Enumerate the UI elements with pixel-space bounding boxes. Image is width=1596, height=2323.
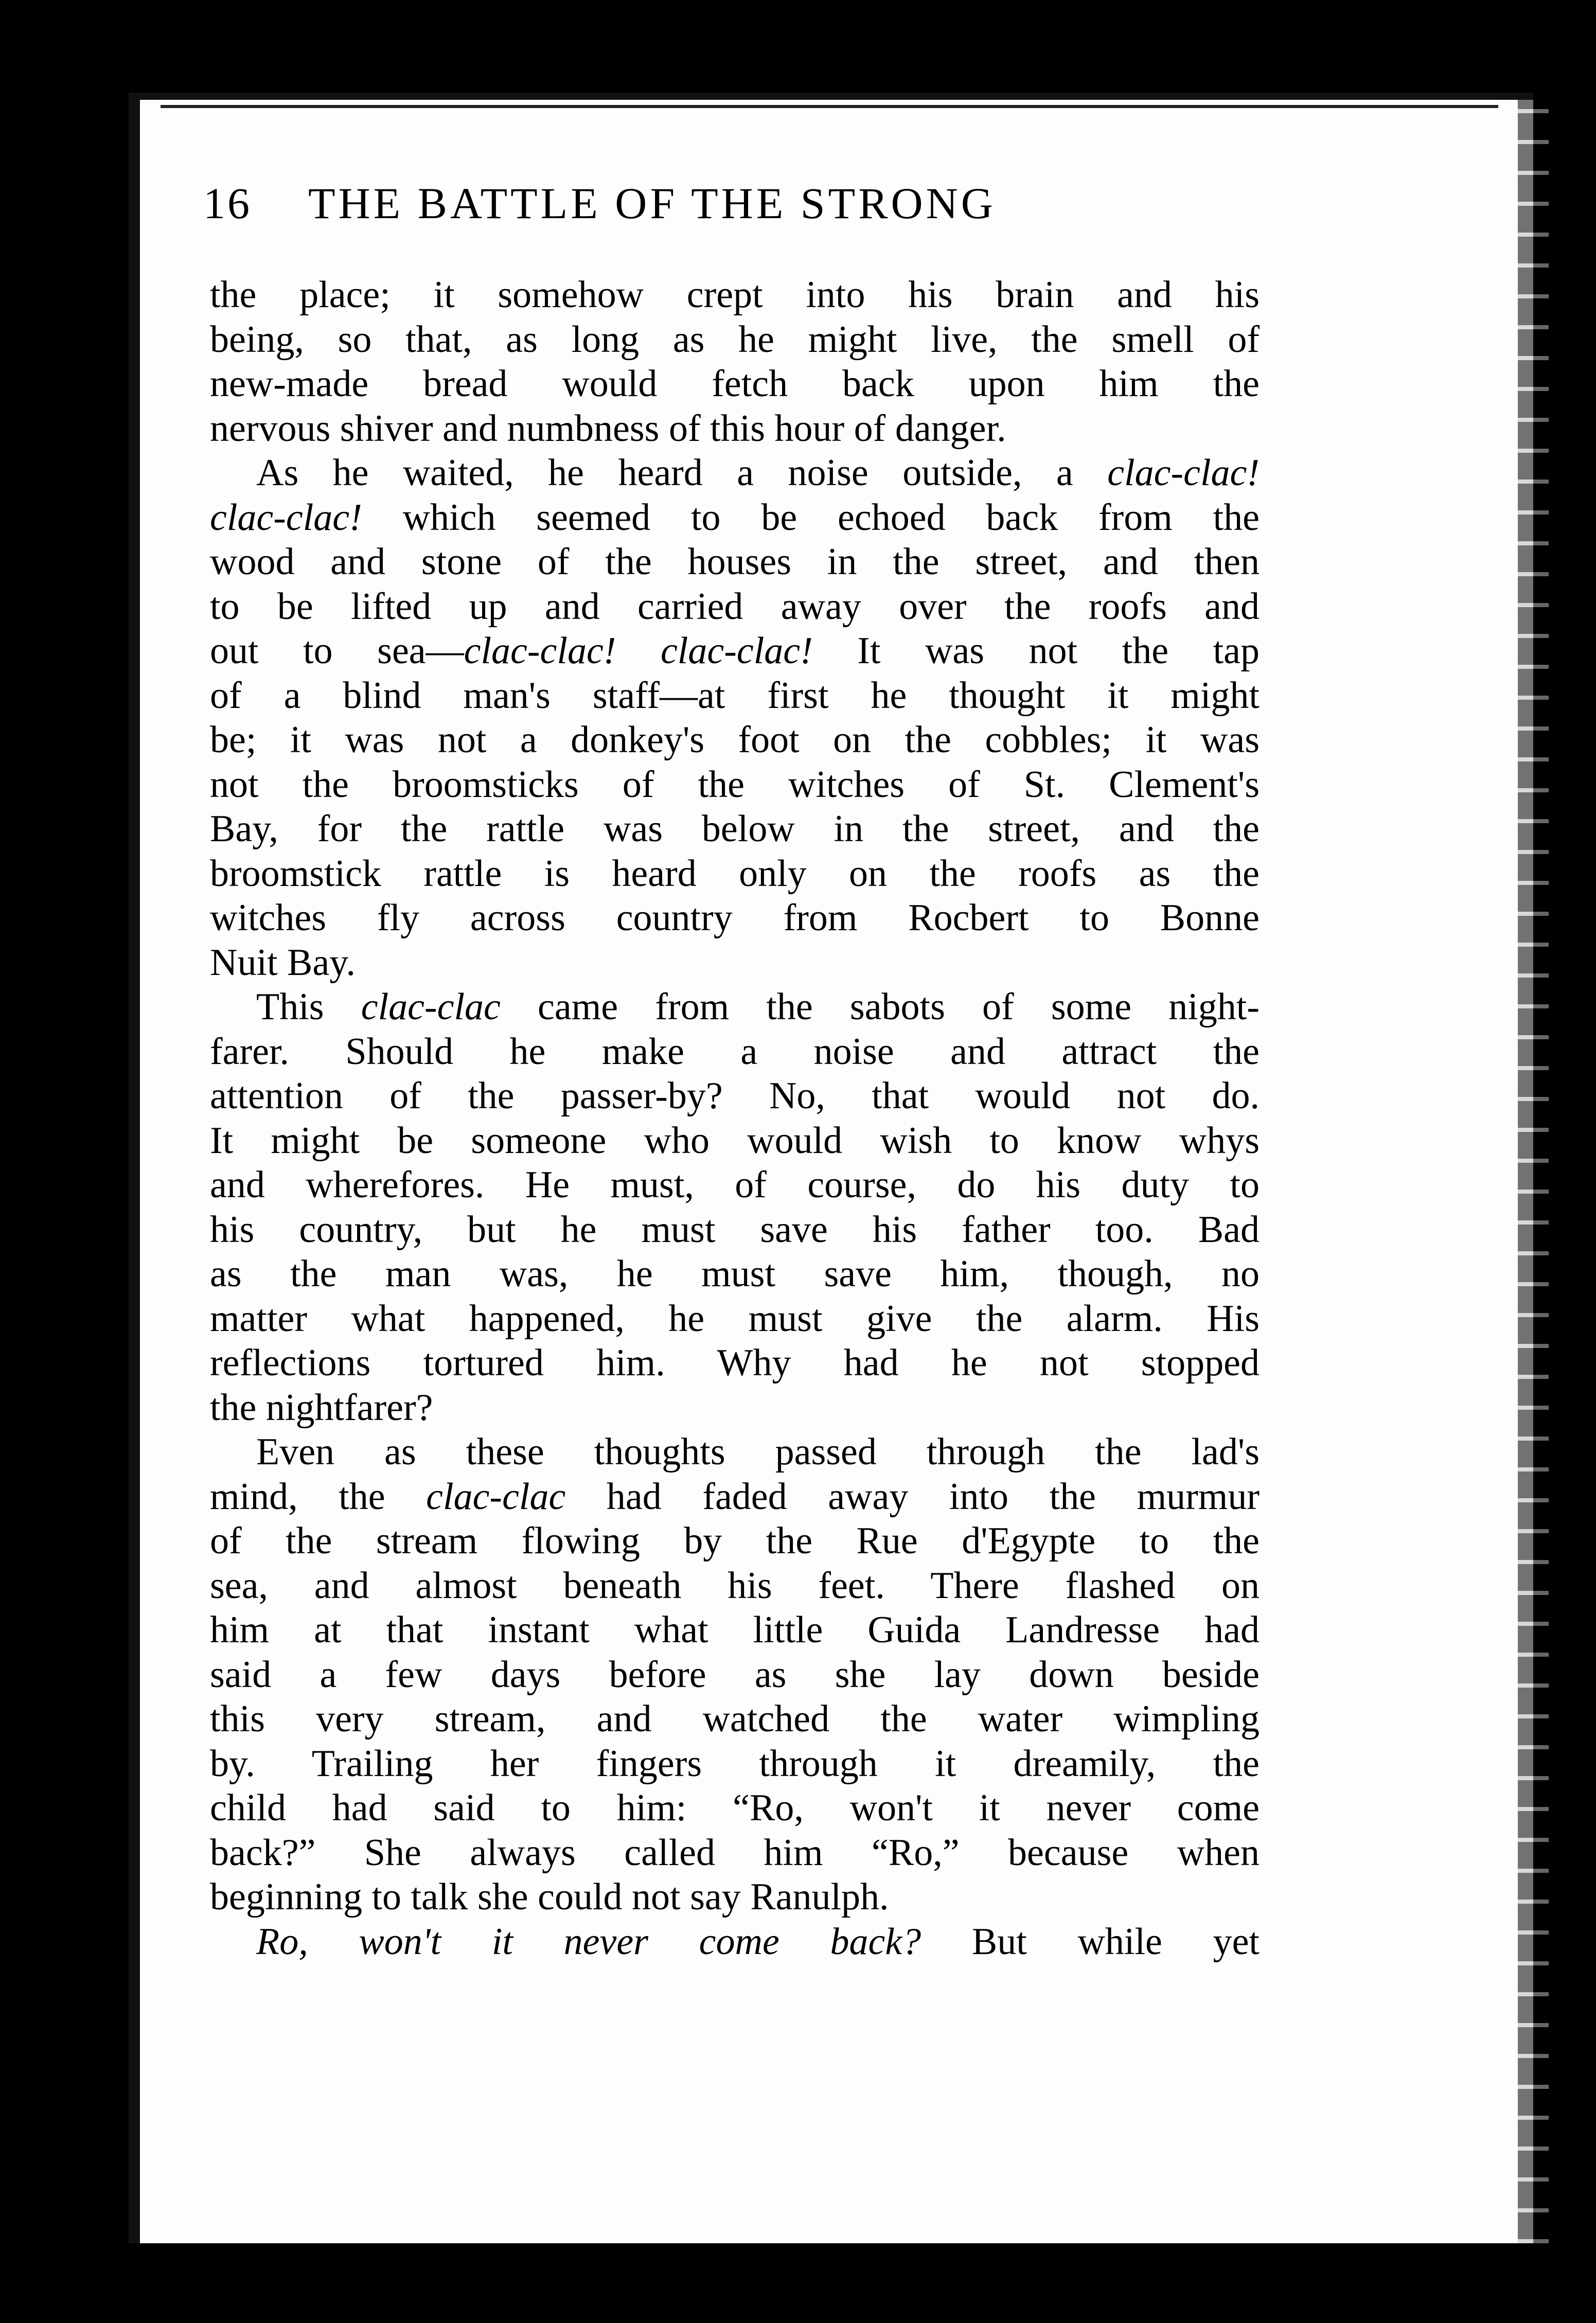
line-text: be; it was not a donkey's foot on the cobbles; it was — [210, 719, 1260, 761]
line-text: witches fly across country from Rocbert to Bonne — [210, 897, 1260, 939]
line-text: matter what happened, he must give the alarm. His — [210, 1297, 1260, 1340]
text-line — [210, 273, 1260, 317]
text-line — [210, 495, 1260, 540]
line-text: Even as these thoughts passed through the lad's — [256, 1431, 1260, 1473]
running-head — [203, 178, 1258, 229]
line-text: attention of the passer-by? No, that would not do. — [210, 1075, 1260, 1117]
text-line — [210, 1163, 1260, 1208]
body-text — [210, 273, 1260, 1964]
line-text: broomstick rattle is heard only on the roofs as the — [210, 852, 1260, 895]
text-line — [210, 1831, 1260, 1875]
line-text: reflections tortured him. Why had he not stopped — [210, 1342, 1260, 1384]
line-text: this very stream, and watched the water wimpling — [210, 1698, 1260, 1740]
text-line — [210, 1920, 1260, 1964]
page-number: 16 — [203, 179, 252, 228]
line-text: which seemed to be echoed back from the — [362, 496, 1260, 539]
text-line — [210, 1564, 1260, 1608]
text-line — [210, 1742, 1260, 1786]
line-text: to be lifted up and carried away over the roofs and — [210, 585, 1260, 628]
text-line — [210, 1875, 1260, 1920]
line-text: him at that instant what little Guida Landresse had — [210, 1609, 1260, 1651]
line-text: nervous shiver and numbness of this hour of danger. — [210, 407, 1006, 450]
line-text: being, so that, as long as he might live, the smell of — [210, 318, 1260, 361]
line-text: had faded away into the murmur — [565, 1475, 1260, 1518]
line-text: of the stream flowing by the Rue d'Egypte to the — [210, 1520, 1260, 1562]
line-text: and wherefores. He must, of course, do his duty to — [210, 1164, 1260, 1206]
line-text: It might be someone who would wish to know whys — [210, 1119, 1260, 1162]
italic-text: Ro, won't it never come back? — [256, 1920, 921, 1963]
text-line — [210, 1475, 1260, 1519]
line-text: out to sea— — [210, 630, 464, 672]
line-text: This — [256, 986, 361, 1028]
italic-text: clac-clac — [426, 1475, 566, 1518]
line-text: sea, and almost beneath his feet. There flashed on — [210, 1564, 1260, 1607]
text-line — [210, 852, 1260, 896]
text-line — [210, 1430, 1260, 1475]
line-text: As he waited, he heard a noise outside, a — [256, 452, 1108, 494]
line-text: the place; it somehow crept into his brain and his — [210, 274, 1260, 316]
line-text: as the man was, he must save him, though, no — [210, 1253, 1260, 1295]
line-text: beginning to talk she could not say Ranulph. — [210, 1876, 889, 1918]
page-edge-rule — [161, 105, 1498, 113]
line-text: Nuit Bay. — [210, 941, 356, 984]
text-line — [210, 317, 1260, 362]
line-text: It was not the tap — [812, 630, 1260, 672]
line-text: farer. Should he make a noise and attract the — [210, 1030, 1260, 1073]
line-text: the nightfarer? — [210, 1386, 433, 1429]
text-line — [210, 673, 1260, 718]
italic-text: clac-clac! — [210, 496, 362, 539]
text-line — [210, 807, 1260, 852]
text-line — [210, 540, 1260, 584]
text-line — [210, 584, 1260, 629]
text-line — [210, 896, 1260, 941]
text-line — [210, 629, 1260, 673]
book-title: THE BATTLE OF THE STRONG — [308, 179, 996, 228]
text-line — [210, 1786, 1260, 1831]
line-text: mind, the — [210, 1475, 427, 1518]
text-line — [210, 941, 1260, 985]
text-line — [210, 1208, 1260, 1252]
text-line — [210, 406, 1260, 451]
text-line — [210, 1519, 1260, 1564]
text-line — [210, 1074, 1260, 1119]
text-line — [210, 1252, 1260, 1297]
text-line — [210, 1297, 1260, 1341]
italic-text: clac-clac — [361, 986, 501, 1028]
line-text: wood and stone of the houses in the street, and then — [210, 541, 1260, 583]
text-line — [210, 985, 1260, 1030]
text-line — [210, 1608, 1260, 1653]
italic-text: clac-clac! clac-clac! — [464, 630, 813, 672]
text-line — [210, 1697, 1260, 1742]
line-text: Bay, for the rattle was below in the street, and the — [210, 808, 1260, 850]
text-line — [210, 451, 1260, 495]
line-text: came from the sabots of some night- — [500, 986, 1260, 1028]
text-line — [210, 1119, 1260, 1163]
line-text: by. Trailing her fingers through it dreamily, the — [210, 1742, 1260, 1785]
italic-text: clac-clac! — [1107, 452, 1260, 494]
text-line — [210, 1386, 1260, 1430]
text-line — [210, 362, 1260, 406]
line-text: not the broomsticks of the witches of St. Clement's — [210, 763, 1260, 806]
line-text: child had said to him: “Ro, won't it never come — [210, 1787, 1260, 1829]
line-text: new-made bread would fetch back upon him the — [210, 363, 1260, 405]
text-line — [210, 1341, 1260, 1386]
text-line — [210, 1653, 1260, 1697]
line-text: said a few days before as she lay down beside — [210, 1653, 1260, 1696]
line-text: But while yet — [921, 1920, 1260, 1963]
line-text: his country, but he must save his father too. Bad — [210, 1208, 1260, 1251]
text-line — [210, 718, 1260, 762]
text-line — [210, 1030, 1260, 1074]
line-text: back?” She always called him “Ro,” because when — [210, 1831, 1260, 1874]
line-text: of a blind man's staff—at first he thought it might — [210, 674, 1260, 717]
text-line — [210, 762, 1260, 807]
